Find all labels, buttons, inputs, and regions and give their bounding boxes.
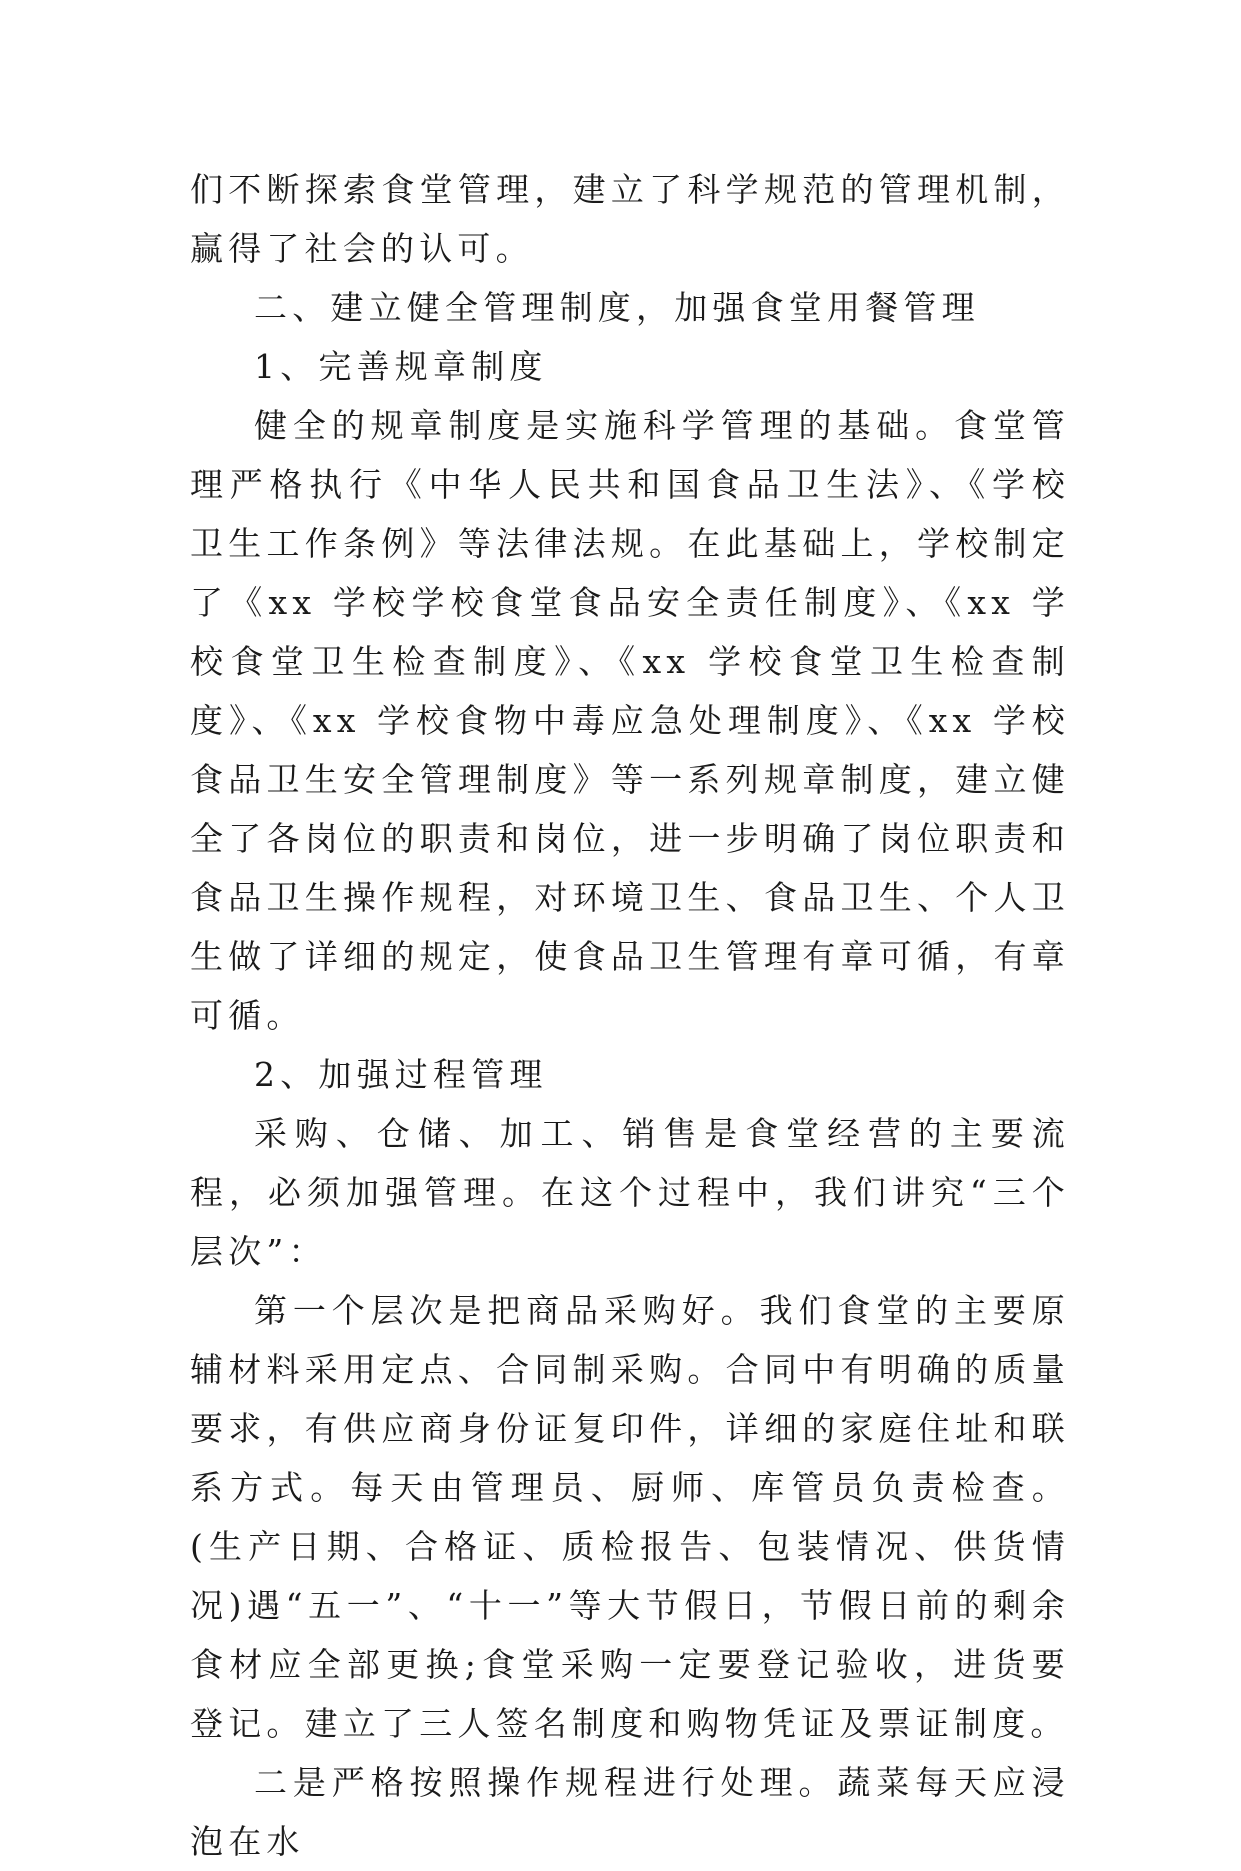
paragraph-process: 采购、仓储、加工、销售是食堂经营的主要流程，必须加强管理。在这个过程中，我们讲究“三个层次”： (190, 1114, 1070, 1271)
paragraph-processing: 二是严格按照操作规程进行处理。蔬菜每天应浸泡在水 (190, 1763, 1070, 1861)
paragraph-purchasing: 第一个层次是把商品采购好。我们食堂的主要原辅材料采用定点、合同制采购。合同中有明确的质量要求，有供应商身份证复印件，详细的家庭住址和联系方式。每天由管理员、厨师、库管员负责检查。(生产日期、合格证、质检报告、包装情况、供货情况)遇“五一”、“十一”等大节假日，节假日前的剩余食材应全部更换;食堂采购一定要登记验收，进货要登记。建立了三人签名制度和购物凭证及票证制度。 (190, 1291, 1070, 1743)
document-body (190, 160, 1070, 1871)
subheading-rules: 1、完善规章制度 (254, 347, 548, 386)
paragraph-rules: 健全的规章制度是实施科学管理的基础。食堂管理严格执行《中华人民共和国食品卫生法》、《学校卫生工作条例》等法律法规。在此基础上，学校制定了《xx 学校学校食堂食品安全责任制度》、《xx 学校食堂卫生检查制度》、《xx 学校食堂卫生检查制度》、《xx 学校食物中毒应急处理制度》、《xx 学校食品卫生安全管理制度》等一系列规章制度，建立健全了各岗位的职责和岗位，进一步明确了岗位职责和食品卫生操作规程，对环境卫生、食品卫生、个人卫生做了详细的规定，使食品卫生管理有章可循，有章可循。 (190, 406, 1070, 1035)
section-heading-2: 二、建立健全管理制度，加强食堂用餐管理 (254, 288, 980, 327)
paragraph-1: 们不断探索食堂管理，建立了科学规范的管理机制，赢得了社会的认可。 (190, 170, 1070, 268)
subheading-process: 2、加强过程管理 (254, 1055, 548, 1094)
